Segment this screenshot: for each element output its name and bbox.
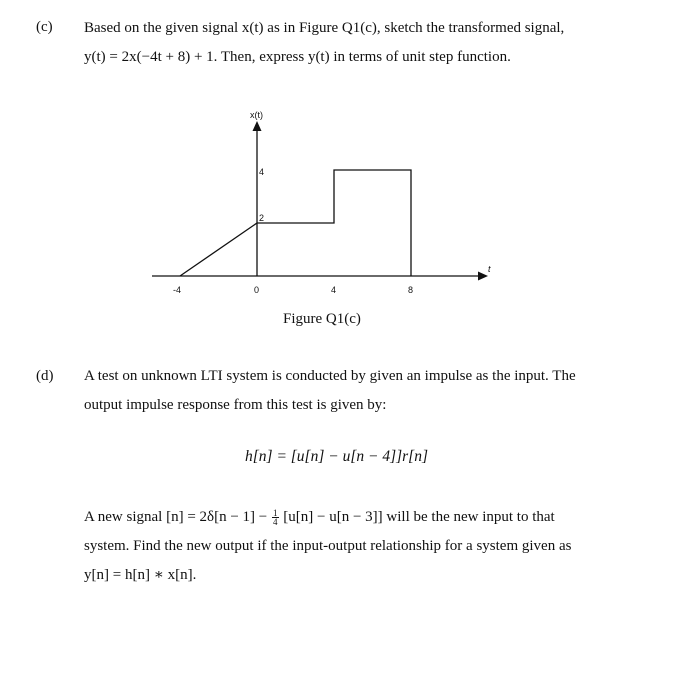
fraction-numerator: 1 bbox=[273, 508, 278, 519]
part-c-line-2: y(t) = 2x(−4t + 8) + 1. Then, express y(t) in terms of unit step function. bbox=[84, 49, 511, 65]
part-d-label: (d) bbox=[36, 368, 54, 384]
impulse-response-equation: h[n] = [u[n] − u[n − 4]]r[n] bbox=[245, 448, 428, 465]
part-c-line-1: Based on the given signal x(t) as in Figure Q1(c), sketch the transformed signal, bbox=[84, 20, 565, 36]
x-axis-arrow bbox=[478, 272, 488, 281]
y-axis-label: x(t) bbox=[250, 110, 263, 120]
part-d-line-5: y[n] = h[n] ∗ x[n]. bbox=[84, 567, 197, 583]
signal-line bbox=[180, 170, 411, 276]
x-tick-label: 4 bbox=[331, 285, 337, 295]
new-signal-definition-start: A new signal [n] = 2δ[n − 1] − bbox=[84, 509, 268, 525]
fraction-denominator: 4 bbox=[273, 517, 278, 528]
x-tick-label: 0 bbox=[254, 285, 260, 295]
part-d-line-1: A test on unknown LTI system is conducted by given an impulse as the input. The bbox=[84, 368, 576, 384]
y-axis-arrow bbox=[253, 121, 262, 131]
figure-caption: Figure Q1(c) bbox=[283, 311, 361, 327]
x-tick-label: -4 bbox=[173, 285, 182, 295]
x-tick-label: 8 bbox=[408, 285, 414, 295]
figure-q1c-plot bbox=[0, 0, 682, 300]
quarter-fraction bbox=[272, 509, 279, 526]
part-c-label: (c) bbox=[36, 19, 53, 35]
y-tick-label: 2 bbox=[259, 213, 265, 223]
part-d-line-2: output impulse response from this test is given by: bbox=[84, 397, 387, 413]
part-d-intro bbox=[84, 362, 644, 420]
part-d-body bbox=[84, 503, 644, 590]
part-d-line-4: system. Find the new output if the input-output relationship for a system given as bbox=[84, 538, 572, 554]
part-d-line-3 bbox=[84, 503, 644, 532]
new-signal-definition-end: [u[n] − u[n − 3]] will be the new input to that bbox=[283, 509, 555, 525]
y-tick-label: 4 bbox=[259, 167, 265, 177]
x-axis-label: t bbox=[488, 264, 491, 274]
